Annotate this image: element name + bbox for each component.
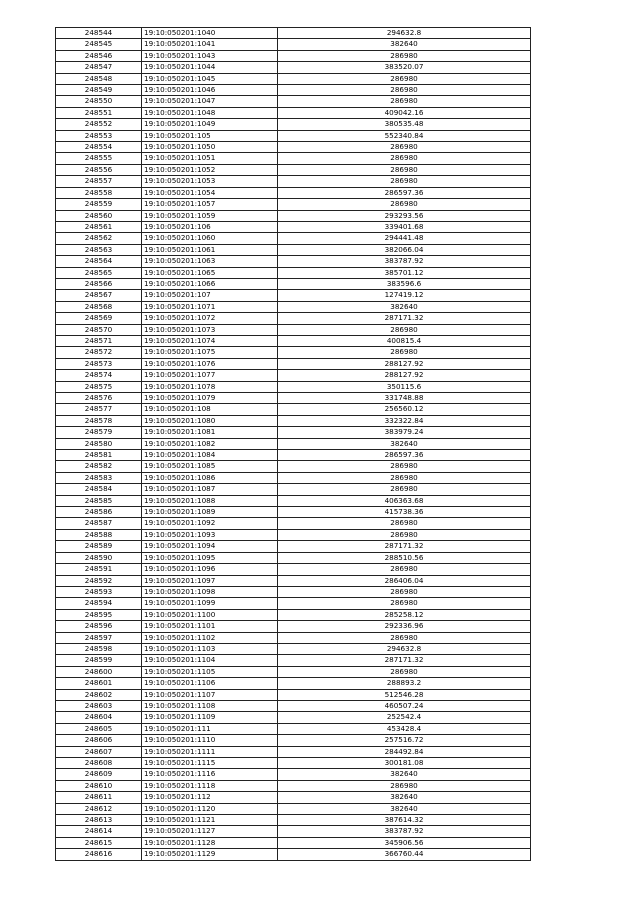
cadastral-number-cell: 19:10:050201:1085 [142, 461, 278, 472]
table-body [56, 28, 531, 861]
cadastral-number-cell: 19:10:050201:1075 [142, 347, 278, 358]
cadastral-number-cell: 19:10:050201:1110 [142, 735, 278, 746]
table-row [56, 655, 531, 666]
cadastral-value-cell: 286597.36 [278, 450, 531, 461]
table-row [56, 507, 531, 518]
cadastral-number-cell: 19:10:050201:1092 [142, 518, 278, 529]
cadastral-number-cell: 19:10:050201:1116 [142, 769, 278, 780]
cadastral-number-cell: 19:10:050201:1111 [142, 746, 278, 757]
row-number-cell: 248605 [56, 723, 142, 734]
row-number-cell: 248614 [56, 826, 142, 837]
row-number-cell: 248586 [56, 507, 142, 518]
row-number-cell: 248578 [56, 415, 142, 426]
table-row [56, 187, 531, 198]
row-number-cell: 248611 [56, 792, 142, 803]
table-row [56, 233, 531, 244]
cadastral-number-cell: 19:10:050201:1098 [142, 586, 278, 597]
table-row [56, 803, 531, 814]
table-row [56, 176, 531, 187]
row-number-cell: 248564 [56, 256, 142, 267]
row-number-cell: 248549 [56, 85, 142, 96]
table-row [56, 256, 531, 267]
cadastral-number-cell: 19:10:050201:1054 [142, 187, 278, 198]
cadastral-number-cell: 19:10:050201:1128 [142, 837, 278, 848]
cadastral-value-cell: 300181.08 [278, 758, 531, 769]
table-row [56, 484, 531, 495]
cadastral-value-cell: 415738.36 [278, 507, 531, 518]
table-row [56, 381, 531, 392]
cadastral-value-cell: 286980 [278, 153, 531, 164]
table-row [56, 678, 531, 689]
row-number-cell: 248615 [56, 837, 142, 848]
cadastral-value-cell: 288893.2 [278, 678, 531, 689]
cadastral-value-cell: 286980 [278, 472, 531, 483]
table-row [56, 609, 531, 620]
cadastral-number-cell: 19:10:050201:1108 [142, 700, 278, 711]
cadastral-number-cell: 19:10:050201:1041 [142, 39, 278, 50]
table-row [56, 119, 531, 130]
table-row [56, 518, 531, 529]
table-row [56, 313, 531, 324]
cadastral-number-cell: 19:10:050201:1043 [142, 50, 278, 61]
cadastral-number-cell: 19:10:050201:1105 [142, 666, 278, 677]
row-number-cell: 248546 [56, 50, 142, 61]
table-row [56, 643, 531, 654]
table-row [56, 164, 531, 175]
table-row [56, 758, 531, 769]
table-row [56, 700, 531, 711]
cadastral-number-cell: 19:10:050201:1048 [142, 107, 278, 118]
row-number-cell: 248612 [56, 803, 142, 814]
row-number-cell: 248581 [56, 450, 142, 461]
cadastral-number-cell: 19:10:050201:1053 [142, 176, 278, 187]
table-row [56, 347, 531, 358]
cadastral-number-cell: 19:10:050201:1072 [142, 313, 278, 324]
row-number-cell: 248567 [56, 290, 142, 301]
table-row [56, 769, 531, 780]
row-number-cell: 248584 [56, 484, 142, 495]
row-number-cell: 248583 [56, 472, 142, 483]
table-row [56, 358, 531, 369]
table-row [56, 815, 531, 826]
cadastral-value-cell: 366760.44 [278, 849, 531, 860]
table-row [56, 461, 531, 472]
row-number-cell: 248577 [56, 404, 142, 415]
table-row [56, 130, 531, 141]
cadastral-value-cell: 382640 [278, 769, 531, 780]
cadastral-number-cell: 19:10:050201:1101 [142, 621, 278, 632]
cadastral-number-cell: 19:10:050201:1051 [142, 153, 278, 164]
cadastral-value-cell: 383787.92 [278, 826, 531, 837]
table-row [56, 73, 531, 84]
cadastral-value-cell: 286980 [278, 96, 531, 107]
cadastral-value-cell: 286980 [278, 50, 531, 61]
table-row [56, 450, 531, 461]
cadastral-number-cell: 19:10:050201:1076 [142, 358, 278, 369]
table-row [56, 598, 531, 609]
cadastral-value-cell: 286406.04 [278, 575, 531, 586]
cadastral-number-cell: 19:10:050201:1066 [142, 278, 278, 289]
row-number-cell: 248580 [56, 438, 142, 449]
table-row [56, 689, 531, 700]
cadastral-value-cell: 339401.68 [278, 221, 531, 232]
table-row [56, 404, 531, 415]
cadastral-value-cell: 286980 [278, 461, 531, 472]
cadastral-number-cell: 19:10:050201:1065 [142, 267, 278, 278]
cadastral-value-cell: 286980 [278, 73, 531, 84]
cadastral-value-cell: 286980 [278, 632, 531, 643]
table-row [56, 746, 531, 757]
cadastral-number-cell: 19:10:050201:1103 [142, 643, 278, 654]
cadastral-value-cell: 286980 [278, 324, 531, 335]
row-number-cell: 248588 [56, 529, 142, 540]
cadastral-number-cell: 19:10:050201:1127 [142, 826, 278, 837]
row-number-cell: 248595 [56, 609, 142, 620]
row-number-cell: 248575 [56, 381, 142, 392]
row-number-cell: 248607 [56, 746, 142, 757]
cadastral-value-cell: 382640 [278, 803, 531, 814]
cadastral-number-cell: 19:10:050201:1073 [142, 324, 278, 335]
cadastral-value-cell: 406363.68 [278, 495, 531, 506]
row-number-cell: 248562 [56, 233, 142, 244]
table-row [56, 792, 531, 803]
cadastral-value-cell: 288127.92 [278, 358, 531, 369]
cadastral-value-cell: 286980 [278, 780, 531, 791]
cadastral-value-cell: 382640 [278, 792, 531, 803]
cadastral-value-cell: 382640 [278, 39, 531, 50]
cadastral-number-cell: 19:10:050201:1079 [142, 393, 278, 404]
table-row [56, 666, 531, 677]
table-row [56, 199, 531, 210]
cadastral-number-cell: 19:10:050201:1050 [142, 142, 278, 153]
row-number-cell: 248568 [56, 301, 142, 312]
cadastral-number-cell: 19:10:050201:1099 [142, 598, 278, 609]
cadastral-number-cell: 19:10:050201:1049 [142, 119, 278, 130]
row-number-cell: 248599 [56, 655, 142, 666]
table-row [56, 472, 531, 483]
cadastral-number-cell: 19:10:050201:1115 [142, 758, 278, 769]
table-row [56, 415, 531, 426]
cadastral-number-cell: 19:10:050201:1044 [142, 62, 278, 73]
cadastral-value-cell: 286980 [278, 85, 531, 96]
table-row [56, 621, 531, 632]
row-number-cell: 248554 [56, 142, 142, 153]
row-number-cell: 248613 [56, 815, 142, 826]
cadastral-number-cell: 19:10:050201:1086 [142, 472, 278, 483]
cadastral-number-cell: 19:10:050201:1080 [142, 415, 278, 426]
table-row [56, 370, 531, 381]
cadastral-value-cell: 286980 [278, 142, 531, 153]
table-row [56, 575, 531, 586]
table-row [56, 438, 531, 449]
row-number-cell: 248544 [56, 28, 142, 39]
cadastral-number-cell: 19:10:050201:1087 [142, 484, 278, 495]
cadastral-value-cell: 288127.92 [278, 370, 531, 381]
row-number-cell: 248566 [56, 278, 142, 289]
row-number-cell: 248559 [56, 199, 142, 210]
cadastral-number-cell: 19:10:050201:1057 [142, 199, 278, 210]
table-row [56, 495, 531, 506]
table-row [56, 586, 531, 597]
table-row [56, 393, 531, 404]
cadastral-value-cell: 287171.32 [278, 655, 531, 666]
table-row [56, 290, 531, 301]
cadastral-value-cell: 385701.12 [278, 267, 531, 278]
cadastral-value-cell: 383787.92 [278, 256, 531, 267]
row-number-cell: 248573 [56, 358, 142, 369]
row-number-cell: 248593 [56, 586, 142, 597]
cadastral-value-cell: 294632.8 [278, 643, 531, 654]
cadastral-value-cell: 350115.6 [278, 381, 531, 392]
row-number-cell: 248548 [56, 73, 142, 84]
cadastral-number-cell: 19:10:050201:1109 [142, 712, 278, 723]
row-number-cell: 248609 [56, 769, 142, 780]
row-number-cell: 248616 [56, 849, 142, 860]
cadastral-number-cell: 19:10:050201:1052 [142, 164, 278, 175]
row-number-cell: 248592 [56, 575, 142, 586]
cadastral-number-cell: 19:10:050201:1106 [142, 678, 278, 689]
table-row [56, 142, 531, 153]
row-number-cell: 248582 [56, 461, 142, 472]
cadastral-number-cell: 19:10:050201:1046 [142, 85, 278, 96]
table-row [56, 712, 531, 723]
cadastral-value-cell: 286597.36 [278, 187, 531, 198]
row-number-cell: 248596 [56, 621, 142, 632]
cadastral-value-cell: 332322.84 [278, 415, 531, 426]
cadastral-value-cell: 383979.24 [278, 427, 531, 438]
cadastral-number-cell: 19:10:050201:1118 [142, 780, 278, 791]
row-number-cell: 248590 [56, 552, 142, 563]
cadastral-number-cell: 19:10:050201:1089 [142, 507, 278, 518]
cadastral-number-cell: 19:10:050201:1102 [142, 632, 278, 643]
cadastral-value-cell: 292336.96 [278, 621, 531, 632]
cadastral-value-cell: 383520.07 [278, 62, 531, 73]
cadastral-value-cell: 286980 [278, 666, 531, 677]
row-number-cell: 248600 [56, 666, 142, 677]
row-number-cell: 248547 [56, 62, 142, 73]
cadastral-number-cell: 19:10:050201:1095 [142, 552, 278, 563]
table-row [56, 210, 531, 221]
row-number-cell: 248610 [56, 780, 142, 791]
row-number-cell: 248552 [56, 119, 142, 130]
cadastral-number-cell: 19:10:050201:1059 [142, 210, 278, 221]
cadastral-number-cell: 19:10:050201:1094 [142, 541, 278, 552]
row-number-cell: 248606 [56, 735, 142, 746]
row-number-cell: 248602 [56, 689, 142, 700]
cadastral-number-cell: 19:10:050201:1060 [142, 233, 278, 244]
cadastral-value-cell: 512546.28 [278, 689, 531, 700]
row-number-cell: 248585 [56, 495, 142, 506]
table-row [56, 529, 531, 540]
table-row [56, 735, 531, 746]
cadastral-value-cell: 453428.4 [278, 723, 531, 734]
table-row [56, 221, 531, 232]
row-number-cell: 248556 [56, 164, 142, 175]
cadastral-value-cell: 294441.48 [278, 233, 531, 244]
cadastral-number-cell: 19:10:050201:1082 [142, 438, 278, 449]
row-number-cell: 248574 [56, 370, 142, 381]
table-row [56, 427, 531, 438]
table-row [56, 632, 531, 643]
row-number-cell: 248591 [56, 564, 142, 575]
cadastral-value-cell: 286980 [278, 518, 531, 529]
cadastral-value-cell: 256560.12 [278, 404, 531, 415]
cadastral-number-cell: 19:10:050201:1077 [142, 370, 278, 381]
cadastral-value-cell: 286980 [278, 586, 531, 597]
cadastral-value-cell: 409042.16 [278, 107, 531, 118]
cadastral-number-cell: 19:10:050201:1120 [142, 803, 278, 814]
cadastral-number-cell: 19:10:050201:112 [142, 792, 278, 803]
row-number-cell: 248565 [56, 267, 142, 278]
cadastral-number-cell: 19:10:050201:1088 [142, 495, 278, 506]
row-number-cell: 248550 [56, 96, 142, 107]
row-number-cell: 248598 [56, 643, 142, 654]
cadastral-value-cell: 286980 [278, 529, 531, 540]
cadastral-number-cell: 19:10:050201:1097 [142, 575, 278, 586]
table-row [56, 278, 531, 289]
cadastral-value-cell: 127419.12 [278, 290, 531, 301]
cadastral-number-cell: 19:10:050201:107 [142, 290, 278, 301]
table-row [56, 267, 531, 278]
cadastral-value-cell: 252542.4 [278, 712, 531, 723]
table-row [56, 50, 531, 61]
cadastral-value-cell: 380535.48 [278, 119, 531, 130]
row-number-cell: 248594 [56, 598, 142, 609]
cadastral-value-cell: 288510.56 [278, 552, 531, 563]
table-row [56, 564, 531, 575]
row-number-cell: 248561 [56, 221, 142, 232]
row-number-cell: 248603 [56, 700, 142, 711]
row-number-cell: 248579 [56, 427, 142, 438]
row-number-cell: 248587 [56, 518, 142, 529]
row-number-cell: 248557 [56, 176, 142, 187]
table-row [56, 849, 531, 860]
cadastral-value-cell: 286980 [278, 199, 531, 210]
cadastral-value-cell: 286980 [278, 347, 531, 358]
row-number-cell: 248558 [56, 187, 142, 198]
cadastral-number-cell: 19:10:050201:1074 [142, 335, 278, 346]
table-row [56, 826, 531, 837]
cadastral-number-cell: 19:10:050201:108 [142, 404, 278, 415]
cadastral-number-cell: 19:10:050201:1104 [142, 655, 278, 666]
table-row [56, 39, 531, 50]
row-number-cell: 248569 [56, 313, 142, 324]
table-row [56, 335, 531, 346]
table-row [56, 552, 531, 563]
row-number-cell: 248560 [56, 210, 142, 221]
cadastral-number-cell: 19:10:050201:1121 [142, 815, 278, 826]
cadastral-value-cell: 286980 [278, 484, 531, 495]
table-row [56, 837, 531, 848]
cadastral-value-cell: 285258.12 [278, 609, 531, 620]
table-row [56, 153, 531, 164]
row-number-cell: 248571 [56, 335, 142, 346]
cadastral-number-cell: 19:10:050201:1084 [142, 450, 278, 461]
row-number-cell: 248551 [56, 107, 142, 118]
cadastral-value-cell: 460507.24 [278, 700, 531, 711]
cadastral-value-cell: 400815.4 [278, 335, 531, 346]
cadastral-value-cell: 286980 [278, 164, 531, 175]
row-number-cell: 248555 [56, 153, 142, 164]
cadastral-value-cell: 383596.6 [278, 278, 531, 289]
row-number-cell: 248601 [56, 678, 142, 689]
table-row [56, 723, 531, 734]
row-number-cell: 248589 [56, 541, 142, 552]
cadastral-number-cell: 19:10:050201:1107 [142, 689, 278, 700]
cadastral-value-cell: 286980 [278, 564, 531, 575]
cadastral-number-cell: 19:10:050201:1096 [142, 564, 278, 575]
table-row [56, 244, 531, 255]
cadastral-value-cell: 257516.72 [278, 735, 531, 746]
cadastral-value-cell: 287171.32 [278, 313, 531, 324]
table-row [56, 96, 531, 107]
cadastral-value-cell: 345906.56 [278, 837, 531, 848]
cadastral-value-cell: 293293.56 [278, 210, 531, 221]
cadastral-number-cell: 19:10:050201:1129 [142, 849, 278, 860]
cadastral-number-cell: 19:10:050201:1093 [142, 529, 278, 540]
cadastral-number-cell: 19:10:050201:1063 [142, 256, 278, 267]
cadastral-number-cell: 19:10:050201:1081 [142, 427, 278, 438]
cadastral-value-cell: 284492.84 [278, 746, 531, 757]
cadastral-value-cell: 331748.88 [278, 393, 531, 404]
row-number-cell: 248597 [56, 632, 142, 643]
table-row [56, 28, 531, 39]
cadastral-number-cell: 19:10:050201:1100 [142, 609, 278, 620]
row-number-cell: 248545 [56, 39, 142, 50]
row-number-cell: 248608 [56, 758, 142, 769]
row-number-cell: 248570 [56, 324, 142, 335]
cadastral-number-cell: 19:10:050201:1045 [142, 73, 278, 84]
table-row [56, 301, 531, 312]
cadastral-value-cell: 382640 [278, 301, 531, 312]
cadastral-number-cell: 19:10:050201:106 [142, 221, 278, 232]
cadastral-value-cell: 382640 [278, 438, 531, 449]
cadastral-number-cell: 19:10:050201:1061 [142, 244, 278, 255]
cadastral-value-cell: 287171.32 [278, 541, 531, 552]
cadastral-number-cell: 19:10:050201:1078 [142, 381, 278, 392]
table-row [56, 541, 531, 552]
cadastral-number-cell: 19:10:050201:1047 [142, 96, 278, 107]
row-number-cell: 248604 [56, 712, 142, 723]
cadastral-value-cell: 552340.84 [278, 130, 531, 141]
cadastral-value-cell: 382066.04 [278, 244, 531, 255]
table-row [56, 62, 531, 73]
cadastral-value-cell: 286980 [278, 176, 531, 187]
cadastral-value-cell: 387614.32 [278, 815, 531, 826]
cadastral-number-cell: 19:10:050201:105 [142, 130, 278, 141]
row-number-cell: 248553 [56, 130, 142, 141]
table-row [56, 780, 531, 791]
cadastral-value-cell: 286980 [278, 598, 531, 609]
cadastral-number-cell: 19:10:050201:111 [142, 723, 278, 734]
table-row [56, 85, 531, 96]
table-row [56, 324, 531, 335]
row-number-cell: 248572 [56, 347, 142, 358]
data-table [55, 27, 531, 861]
cadastral-number-cell: 19:10:050201:1071 [142, 301, 278, 312]
cadastral-value-cell: 294632.8 [278, 28, 531, 39]
table-row [56, 107, 531, 118]
row-number-cell: 248576 [56, 393, 142, 404]
row-number-cell: 248563 [56, 244, 142, 255]
cadastral-number-cell: 19:10:050201:1040 [142, 28, 278, 39]
